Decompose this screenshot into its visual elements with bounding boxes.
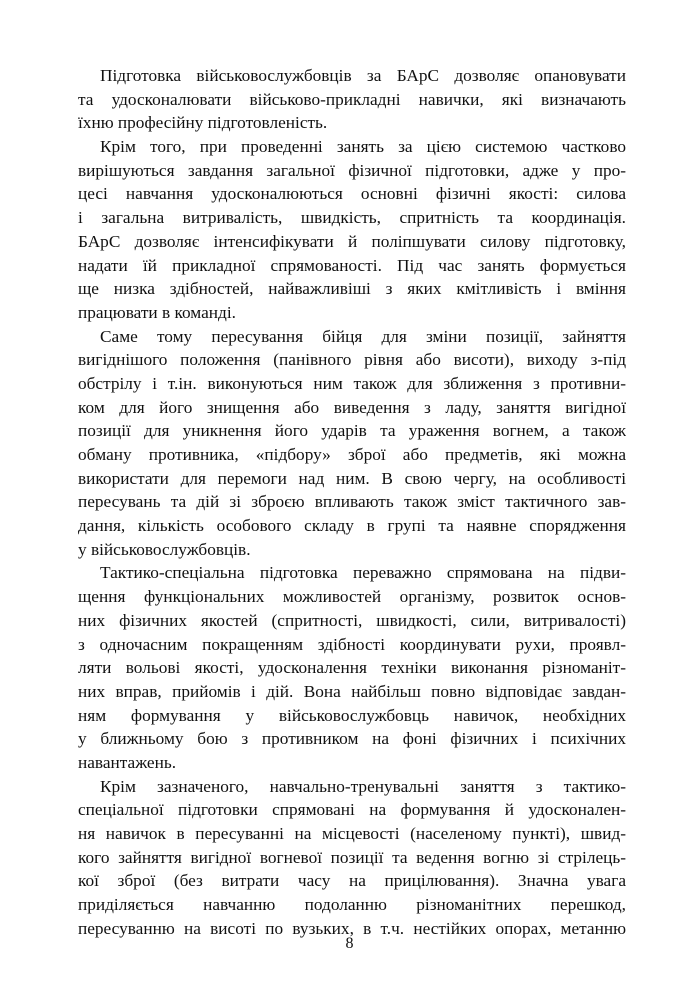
text-line: цесі навчання удосконалюються основні фізичні якості: силова xyxy=(78,184,626,204)
paragraph-4 xyxy=(78,561,626,774)
page-body xyxy=(78,64,626,940)
text-line: обстрілу і т.ін. виконуються ним також для зближення з противни- xyxy=(78,373,626,393)
text-line: та удосконалювати військово-прикладні навички, які визначають xyxy=(78,89,626,109)
text-line: ком для його знищення або виведення з ладу, заняття вигідної xyxy=(78,397,626,417)
text-line: щення функціональних можливостей організму, розвиток основ- xyxy=(78,587,626,607)
text-line: вигіднішого положення (панівного рівня або висоти), виходу з-під xyxy=(78,350,626,370)
paragraph-5 xyxy=(78,775,626,941)
text-line: Крім того, при проведенні занять за цією системою частково xyxy=(100,137,626,157)
text-line: ня навичок в пересуванні на місцевості (населеному пункті), швид- xyxy=(78,824,626,843)
page-number: 8 xyxy=(345,935,354,952)
text-line: них вправ, прийомів і дій. Вона найбільш повно відповідає завдан- xyxy=(78,681,626,701)
text-line: дання, кількість особового складу в групі та наявне спорядження xyxy=(78,516,626,536)
text-line: їхню професійну підготовленість. xyxy=(78,113,328,133)
paragraph-3 xyxy=(78,325,626,562)
text-line: обману противника, «підбору» зброї або предметів, які можна xyxy=(78,445,626,464)
text-line: використати для перемоги над ним. В свою чергу, на особливості xyxy=(78,468,626,488)
text-line: позиції для уникнення його ударів та ураження вогнем, а також xyxy=(78,421,626,441)
paragraph-1 xyxy=(78,64,626,135)
text-line: Крім зазначеного, навчально-тренувальні заняття з тактико- xyxy=(100,776,626,796)
text-line: ляти вольові якості, удосконалення техніки виконання різноманіт- xyxy=(78,658,626,678)
text-line: вирішуються завдання загальної фізичної підготовки, адже у про- xyxy=(78,160,626,180)
text-line: спеціальної підготовки спрямовані на формування й удосконален- xyxy=(78,800,626,820)
text-line: у військовослужбовців. xyxy=(78,539,251,559)
text-line: з одночасним покращенням здібності координувати рухи, проявл- xyxy=(78,634,626,654)
text-line: Саме тому пересування бійця для зміни позиції, зайняття xyxy=(100,326,626,346)
text-line: ням формування у військовослужбовць навичок, необхідних xyxy=(78,705,626,725)
paragraph-2 xyxy=(78,135,626,325)
text-line: них фізичних якостей (спритності, швидкості, сили, витривалості) xyxy=(78,610,626,630)
text-line: і загальна витривалість, швидкість, спритність та координація. xyxy=(78,208,626,228)
text-line: пересувань та дій зі зброєю впливають також зміст тактичного зав- xyxy=(78,492,626,512)
text-line: Тактико-спеціальна підготовка переважно спрямована на підви- xyxy=(100,563,626,583)
text-line: кої зброї (без витрати часу на прицілювання). Значна увага xyxy=(78,871,626,891)
text-line: надати їй прикладної спрямованості. Під час занять формується xyxy=(78,255,626,275)
text-line: працювати в команді. xyxy=(78,302,236,322)
text-line: ще низка здібностей, найважливіші з яких кмітливість і вміння xyxy=(78,279,626,299)
text-line: БАрС дозволяє інтенсифікувати й поліпшувати силову підготовку, xyxy=(78,231,626,251)
text-line: приділяється навчанню подоланню різноманітних перешкод, xyxy=(78,895,626,915)
text-line: пересуванню на висоті по вузьких, в т.ч. нестійких опорах, метанню xyxy=(78,918,626,938)
text-line: кого зайняття вигідної вогневої позиції та ведення вогню зі стрілець- xyxy=(78,847,626,867)
text-line: Підготовка військовослужбовців за БАрС дозволяє опановувати xyxy=(100,66,626,85)
text-line: у ближньому бою з противником на фоні фізичних і психічних xyxy=(78,729,626,749)
text-line: навантажень. xyxy=(78,752,177,772)
